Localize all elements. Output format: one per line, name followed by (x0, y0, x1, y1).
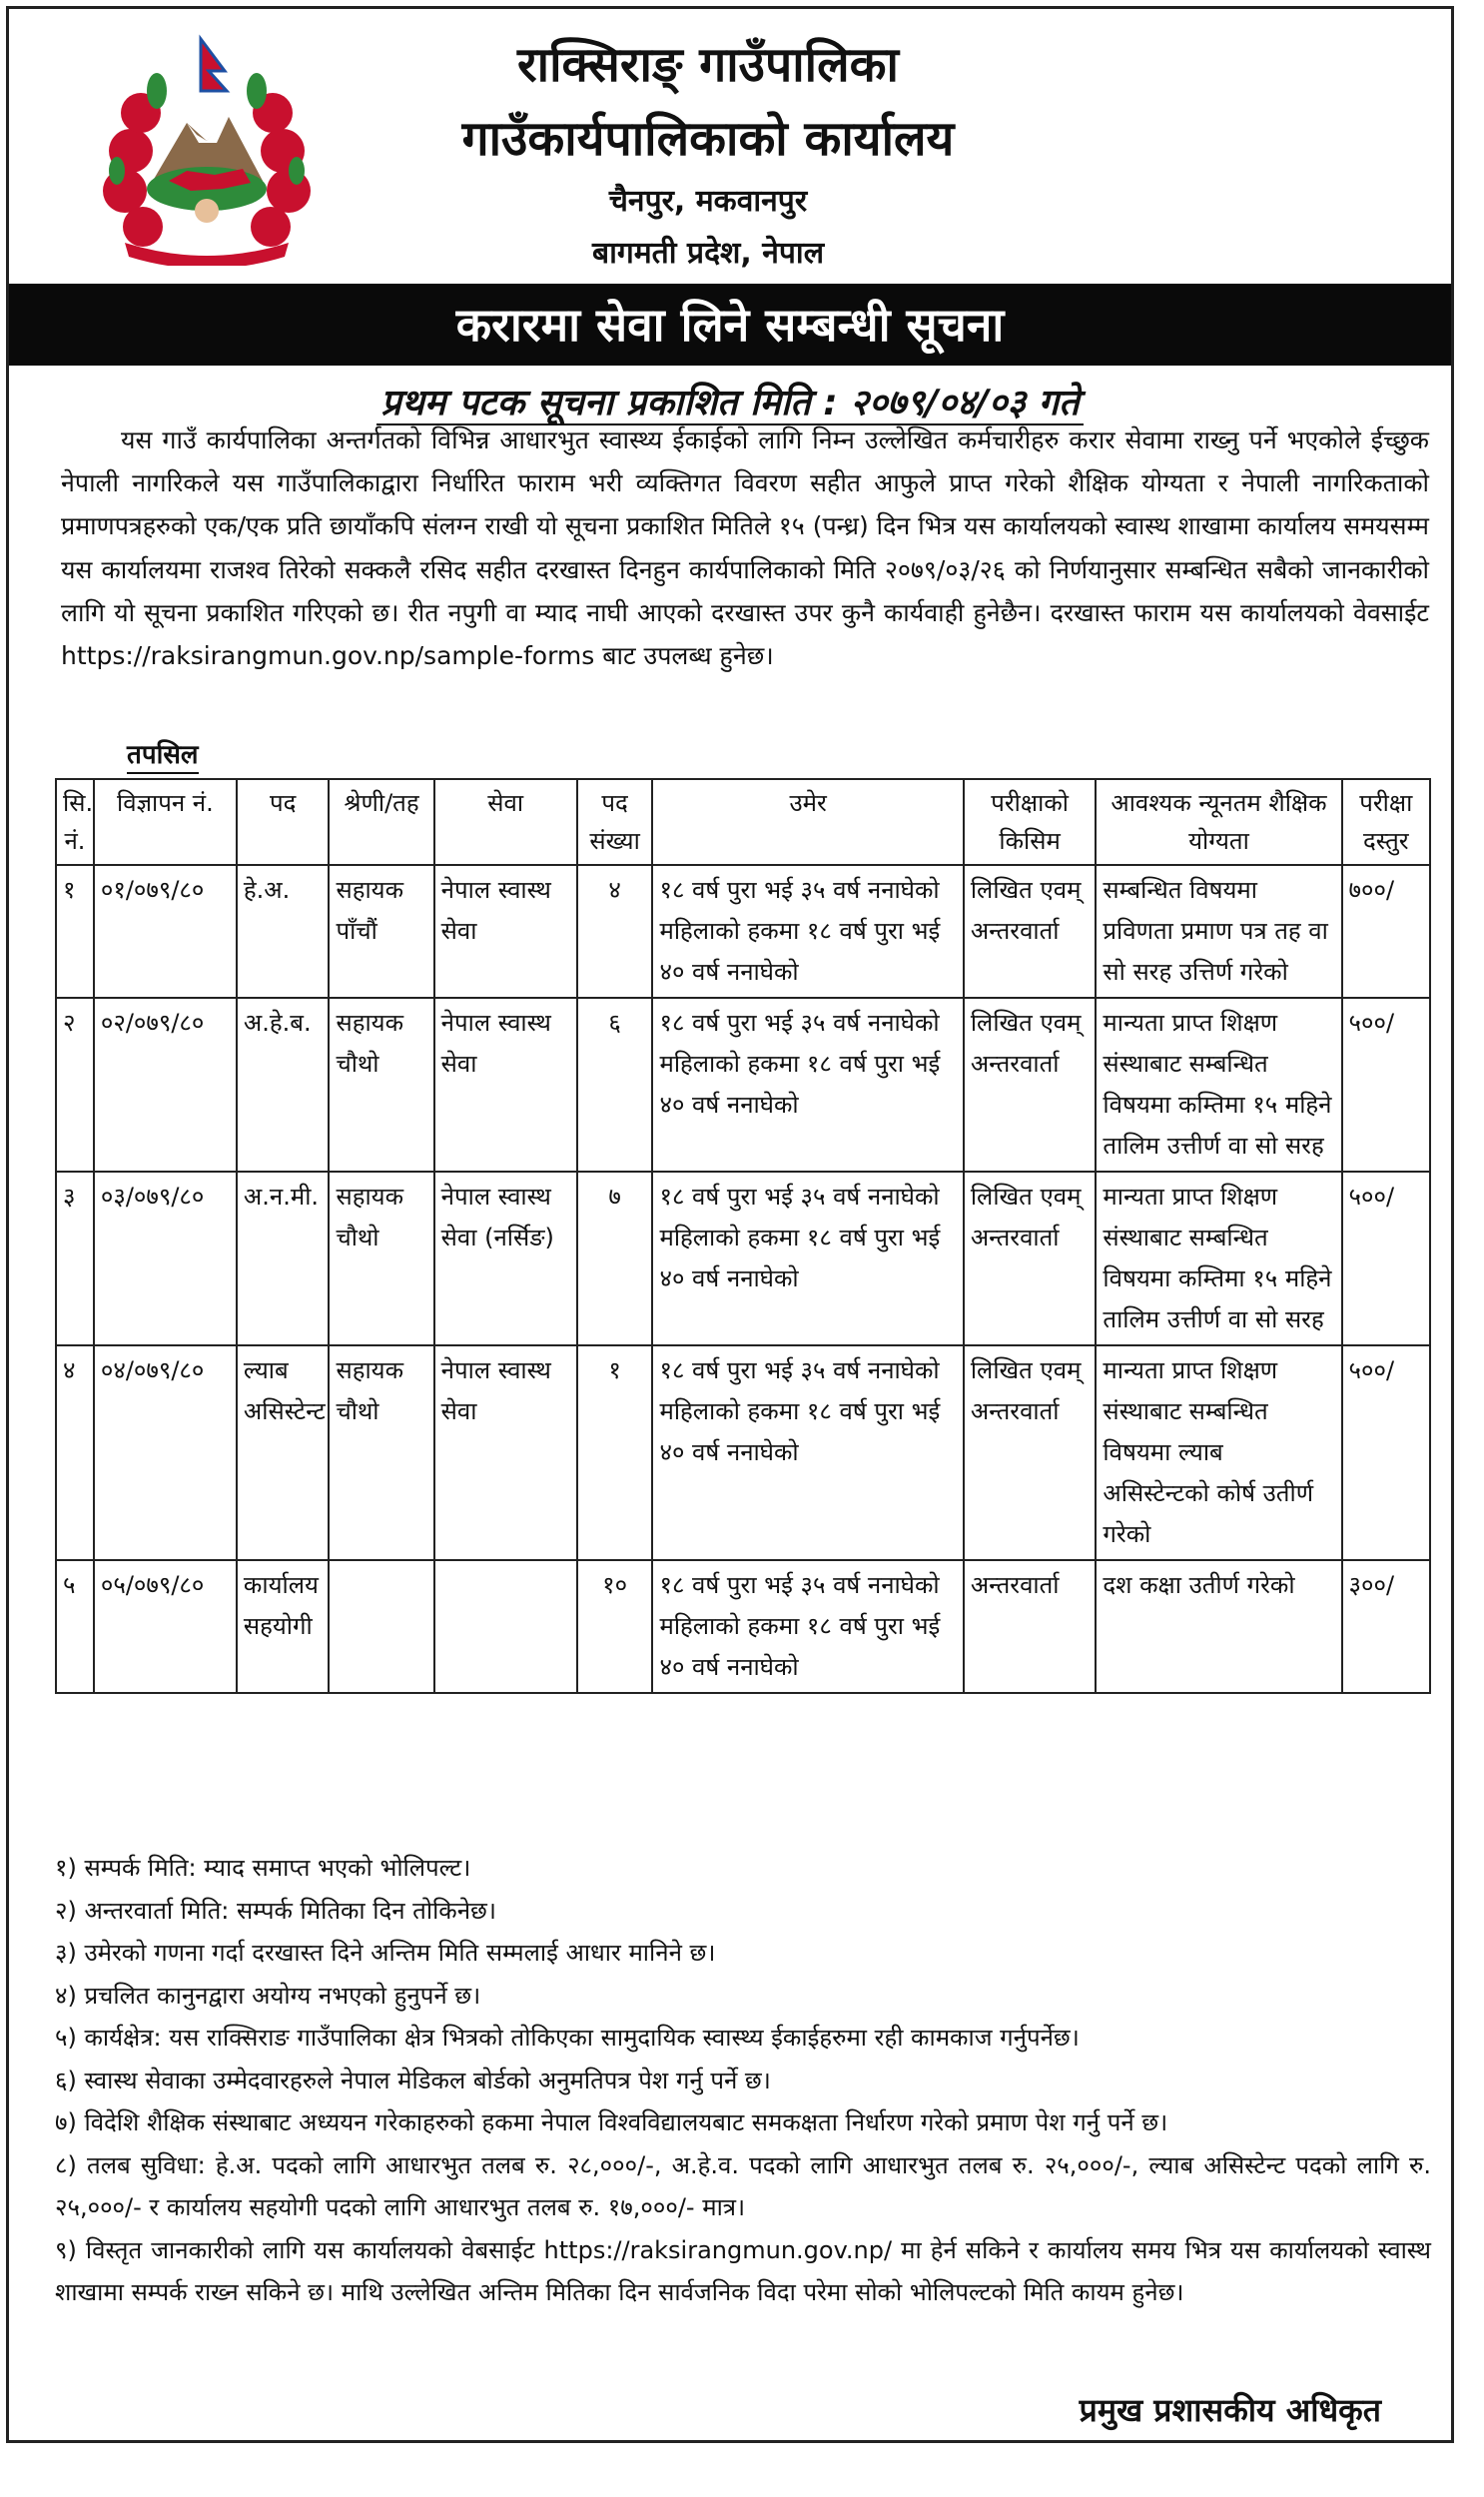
table-header-row (56, 779, 1430, 865)
cell-sn: २ (56, 998, 94, 1172)
cell-level: सहायक चौथो (329, 998, 433, 1172)
header-exam-type: परीक्षाको किसिम (964, 779, 1097, 865)
municipality-name: राक्सिराङ् गाउँपालिका (517, 37, 899, 93)
signature-title: प्रमुख प्रशासकीय अधिकृत (1079, 2391, 1381, 2429)
note-item: ७) विदेशि शैक्षिक संस्थाबाट अध्ययन गरेकाहरुको हकमा नेपाल विश्वविद्यालयबाट समकक्षता निर्धारण गरेको प्रमाण पेश गर्नु पर्ने छ। (55, 2108, 1168, 2136)
cell-exam-type: लिखित एवम् अन्तरवार्ता (964, 865, 1097, 998)
cell-exam-fee: ५००/ (1342, 998, 1430, 1172)
header-sn: सि. नं. (56, 779, 94, 865)
cell-exam-type: लिखित एवम् अन्तरवार्ता (964, 1172, 1097, 1345)
cell-age: १८ वर्ष पुरा भई ३५ वर्ष ननाघेको महिलाको हकमा १८ वर्ष पुरा भई ४० वर्ष ननाघेको (652, 1560, 963, 1693)
cell-qualification: दश कक्षा उतीर्ण गरेको (1096, 1560, 1341, 1693)
note-item: १) सम्पर्क मिति: म्याद समाप्त भएको भोलिपल्ट। (55, 1854, 471, 1882)
cell-post-count: ४ (577, 865, 653, 998)
cell-ad-no: ०५/०७९/८० (94, 1560, 237, 1693)
cell-service: नेपाल स्वास्थ सेवा (434, 865, 577, 998)
cell-post-count: १ (577, 1345, 653, 1560)
cell-level (329, 1560, 433, 1693)
cell-service (434, 1560, 577, 1693)
cell-post: अ.हे.ब. (237, 998, 330, 1172)
note-item: ५) कार्यक्षेत्र: यस राक्सिराङ गाउँपालिका क्षेत्र भित्रको तोकिएका सामुदायिक स्वास्थ्य ईकाईहरुमा रही कामकाज गर्नुपर्नेछ। (55, 2024, 1080, 2052)
details-label: तपसिल (127, 738, 199, 774)
cell-ad-no: ०२/०७९/८० (94, 998, 237, 1172)
note-item: ४) प्रचलित कानुनद्वारा अयोग्य नभएको हुनुपर्ने छ। (55, 1981, 481, 2010)
cell-post: हे.अ. (237, 865, 330, 998)
header-age: उमेर (652, 779, 963, 865)
notice-page (6, 6, 1454, 2443)
office-name: गाउँकार्यपालिकाको कार्यालय (461, 111, 955, 167)
cell-sn: ५ (56, 1560, 94, 1693)
cell-exam-fee: ३००/ (1342, 1560, 1430, 1693)
note-item: ९) विस्तृत जानकारीको लागि यस कार्यालयको वेबसाईट https://raksirangmun.gov.np/ मा हेर्न सकिने र कार्यालय समय भित्र यस कार्यालयको स्वास्थ शाखामा सम्पर्क राख्न सकिने छ। माथि उल्लेखित अन्तिम मितिका दिन सार्वजनिक विदा परेमा सोको भोलिपल्टको मिति कायम हुनेछ। (55, 2235, 1431, 2306)
header-post: पद (237, 779, 330, 865)
note-item: ३) उमेरको गणना गर्दा दरखास्त दिने अन्तिम मिति सम्मलाई आधार मानिने छ। (55, 1939, 716, 1967)
header-qualification: आवश्यक न्यूनतम शैक्षिक योग्यता (1096, 779, 1341, 865)
table-row (56, 865, 1430, 998)
cell-service: नेपाल स्वास्थ सेवा (434, 1345, 577, 1560)
cell-sn: ४ (56, 1345, 94, 1560)
table-row (56, 1172, 1430, 1345)
cell-age: १८ वर्ष पुरा भई ३५ वर्ष ननाघेको महिलाको हकमा १८ वर्ष पुरा भई ४० वर्ष ननाघेको (652, 998, 963, 1172)
header-level: श्रेणी/तह (329, 779, 433, 865)
cell-service: नेपाल स्वास्थ सेवा (नर्सिङ) (434, 1172, 577, 1345)
cell-age: १८ वर्ष पुरा भई ३५ वर्ष ननाघेको महिलाको हकमा १८ वर्ष पुरा भई ४० वर्ष ननाघेको (652, 1345, 963, 1560)
cell-age: १८ वर्ष पुरा भई ३५ वर्ष ननाघेको महिलाको हकमा १८ वर्ष पुरा भई ४० वर्ष ननाघेको (652, 1172, 963, 1345)
cell-exam-fee: ७००/ (1342, 865, 1430, 998)
cell-exam-fee: ५००/ (1342, 1345, 1430, 1560)
cell-exam-type: लिखित एवम् अन्तरवार्ता (964, 1345, 1097, 1560)
cell-post: अ.न.मी. (237, 1172, 330, 1345)
header-post-count: पद संख्या (577, 779, 653, 865)
cell-service: नेपाल स्वास्थ सेवा (434, 998, 577, 1172)
table-row (56, 998, 1430, 1172)
cell-post-count: ६ (577, 998, 653, 1172)
note-item: ८) तलब सुविधा: हे.अ. पदको लागि आधारभुत तलब रु. २८,०००/-, अ.हे.व. पदको लागि आधारभुत तलब रु. २५,०००/-, ल्याब असिस्टेन्ट पदको लागि रु. २५,०००/- र कार्यालय सहयोगी पदको लागि आधारभुत तलब रु. १७,०००/- मात्र। (55, 2150, 1431, 2221)
cell-ad-no: ०४/०७९/८० (94, 1345, 237, 1560)
cell-post: ल्याब असिस्टेन्ट (237, 1345, 330, 1560)
cell-level: सहायक चौथो (329, 1345, 433, 1560)
header-service: सेवा (434, 779, 577, 865)
office-province: बागमती प्रदेश, नेपाल (591, 236, 825, 271)
table-row (56, 1560, 1430, 1693)
intro-paragraph: यस गाउँ कार्यपालिका अन्तर्गतको विभिन्न आधारभुत स्वास्थ्य ईकाईको लागि निम्न उल्लेखित कर्मचारीहरु करार सेवामा राख्नु पर्ने भएकोले ईच्छुक नेपाली नागरिकले यस गाउँपालिकाद्वारा निर्धारित फाराम भरी व्यक्तिगत विवरण सहीत आफुले प्राप्त गरेको शैक्षिक योग्यता र नेपाली नागरिकताको प्रमाणपत्रहरुको एक/एक प्रति छायाँकपि संलग्न राखी यो सूचना प्रकाशित मितिले १५ (पन्ध्र) दिन भित्र यस कार्यालयको स्वास्थ शाखामा कार्यालय समयसम्म यस कार्यालयमा राजश्व तिरेको सक्कलै रसिद सहीत दरखास्त दिनहुन कार्यपालिकाको मिति २०७९/०३/२६ को निर्णयानुसार सम्बन्धित सबैको जानकारीको लागि यो सूचना प्रकाशित गरिएको छ। रीत नपुगी वा म्याद नाघी आएको दरखास्त उपर कुनै कार्यवाही हुनेछैन। दरखास्त फाराम यस कार्यालयको वेवसाईट https://raksirangmun.gov.np/sample-forms बाट उपलब्ध हुनेछ। (61, 425, 1429, 671)
note-item: २) अन्तरवार्ता मिति: सम्पर्क मितिका दिन तोकिनेछ। (55, 1896, 496, 1925)
cell-sn: ३ (56, 1172, 94, 1345)
cell-qualification: मान्यता प्राप्त शिक्षण संस्थाबाट सम्बन्धित विषयमा कम्तिमा १५ महिने तालिम उत्तीर्ण वा सो सरह (1096, 998, 1341, 1172)
table-row (56, 1345, 1430, 1560)
cell-exam-fee: ५००/ (1342, 1172, 1430, 1345)
cell-qualification: सम्बन्धित विषयमा प्रविणता प्रमाण पत्र तह वा सो सरह उत्तिर्ण गरेको (1096, 865, 1341, 998)
cell-age: १८ वर्ष पुरा भई ३५ वर्ष ननाघेको महिलाको हकमा १८ वर्ष पुरा भई ४० वर्ष ननाघेको (652, 865, 963, 998)
office-address: चैनपुर, मकवानपुर (608, 184, 808, 219)
cell-post-count: १० (577, 1560, 653, 1693)
cell-qualification: मान्यता प्राप्त शिक्षण संस्थाबाट सम्बन्धित विषयमा ल्याब असिस्टेन्टको कोर्ष उतीर्ण गरेको (1096, 1345, 1341, 1560)
notes-list (55, 1847, 1431, 2314)
header-exam-fee: परीक्षा दस्तुर (1342, 779, 1430, 865)
cell-post: कार्यालय सहयोगी (237, 1560, 330, 1693)
cell-post-count: ७ (577, 1172, 653, 1345)
header-ad-no: विज्ञापन नं. (94, 779, 237, 865)
cell-exam-type: लिखित एवम् अन्तरवार्ता (964, 998, 1097, 1172)
cell-ad-no: ०१/०७९/८० (94, 865, 237, 998)
publication-date-text: प्रथम पटक सूचना प्रकाशित मिति : २०७९/०४/०३ गते (376, 383, 1083, 425)
notice-title-banner: करारमा सेवा लिने सम्बन्धी सूचना (9, 284, 1451, 366)
cell-exam-type: अन्तरवार्ता (964, 1560, 1097, 1693)
cell-qualification: मान्यता प्राप्त शिक्षण संस्थाबाट सम्बन्धित विषयमा कम्तिमा १५ महिने तालिम उत्तीर्ण वा सो सरह (1096, 1172, 1341, 1345)
cell-level: सहायक पाँचौं (329, 865, 433, 998)
cell-sn: १ (56, 865, 94, 998)
cell-ad-no: ०३/०७९/८० (94, 1172, 237, 1345)
cell-level: सहायक चौथो (329, 1172, 433, 1345)
vacancy-table (55, 778, 1431, 1694)
nepal-emblem-icon (91, 31, 323, 266)
note-item: ६) स्वास्थ सेवाका उम्मेदवारहरुले नेपाल मेडिकल बोर्डको अनुमतिपत्र पेश गर्नु पर्ने छ। (55, 2066, 771, 2094)
